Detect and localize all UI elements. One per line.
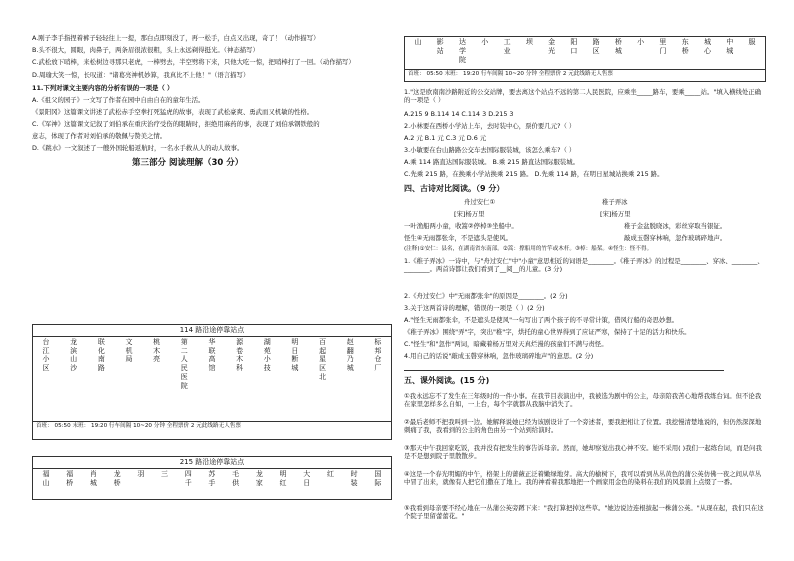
poem-1-author: [宋]杨万里 xyxy=(454,210,485,218)
option-b-line: B.头不很大，圆眼，肉鼻子，两条眉很浓很粗，头上永远剃得挺光。（神态描写） xyxy=(32,46,259,54)
route-114-stop-char: 联 xyxy=(97,337,105,346)
route-114-stop-char: 卷 xyxy=(236,346,244,355)
route-114-stop-char: 标 xyxy=(374,337,382,346)
route-top-stop-char: 光 xyxy=(548,46,556,55)
route-215-stop-char: 福 xyxy=(42,469,50,478)
answer-line xyxy=(404,370,724,371)
route-114-stop-char: 江 xyxy=(42,346,50,355)
route-215-stop-char: 家 xyxy=(255,478,263,487)
route-215-stop-char: 装 xyxy=(350,478,358,487)
question-3: 3.小敏要在台山路路公交车去国际服装城，该怎么乘车?（ ） xyxy=(404,146,576,154)
reading-para-1: ①我永远忘不了发生在三年级时的一件小事。在我节目表演出中，我被选为剧中的公主，母亲陪我苦心地帮我练台词。但不论我在家里怎样多么自如，一上台，每个字就都从我脑中消失了。 xyxy=(404,392,762,408)
route-215-stop-char: 苏 xyxy=(208,469,216,478)
route-215-stop-10 xyxy=(276,470,290,498)
route-top-stop-3 xyxy=(478,38,492,68)
route-114-stop-char: 联 xyxy=(208,346,216,355)
question-11: 11.下列对课文主要内容的分析有误的一项是（ ） xyxy=(32,84,174,92)
route-114-stop-char: 文 xyxy=(125,337,133,346)
route-215-stop-char: 山 xyxy=(42,478,50,487)
q11-option-c: C.《军神》这篇课文记叙了刘伯承在重庆治疗受伤的眼睛时，拒绝用麻药的事，表现了刘伯承钢铁般的 xyxy=(32,120,320,128)
route-top-stop-char: 服 xyxy=(748,38,756,46)
route-215-stop-4 xyxy=(134,470,148,498)
route-top-stop-char: 山 xyxy=(414,38,422,46)
route-114-stop-char: 科 xyxy=(236,364,244,372)
route-114-stop-char: 台 xyxy=(42,337,50,346)
route-114-stop-char: 馆 xyxy=(208,364,216,372)
route-114-stop-char: 小 xyxy=(263,355,271,364)
route-top-stop-char: 达 xyxy=(459,38,467,46)
route-114-stop-char: 滨 xyxy=(70,346,78,355)
route-114-stop-char: 龙 xyxy=(70,337,78,346)
q11-option-b: 《景阳冈》这篇课文讲述了武松赤手空拳打死猛虎的故事，表现了武松豪爽、勇武而又机敏的性格。 xyxy=(32,108,314,116)
section-3-heading: 第三部分 阅读理解（30 分） xyxy=(132,158,244,168)
route-top-stop-char: 里 xyxy=(659,38,667,46)
q11-option-a: A.《祖父的园子》一文写了作者在园中自由自在的童年生活。 xyxy=(32,96,205,104)
route-114-stop-5 xyxy=(177,338,191,420)
route-215-stop-0 xyxy=(39,470,53,498)
route-215-stop-char: 国 xyxy=(374,469,382,478)
route-114-stop-4 xyxy=(150,338,164,420)
poem-1-title: 舟过安仁① xyxy=(464,198,496,206)
route-114-stop-char: 赵 xyxy=(346,337,354,346)
route-top-stop-char: 坝 xyxy=(525,38,533,46)
route-114-stop-char: 源 xyxy=(236,337,244,346)
question-1: 1."这是欧南南沙路附近的公交站牌，要去离这个站点不远的第二人民医院，应乘坐_____路车，要乘_____站。"填入横线处正确的一项是（ ） xyxy=(404,88,762,104)
route-top-stop-char: 影 xyxy=(436,38,444,46)
route-215-stop-2 xyxy=(86,470,100,498)
route-114-stop-char: 局 xyxy=(125,355,133,364)
poem-2-title: 稚子弄冰 xyxy=(602,198,628,206)
route-top-stop-char: 工 xyxy=(503,38,511,46)
route-215-stop-12 xyxy=(323,470,337,498)
route-top-stop-7 xyxy=(567,38,581,68)
section-4-heading: 四、古诗对比阅读。（9 分） xyxy=(404,184,505,193)
poem-notes: (注释)①安仁：县名，在湖南省东南部。②篙：撑船用的竹竿或木杆。③棹：船桨。④怪生：怪不得。 xyxy=(404,246,653,252)
route-114-stop-char: 星 xyxy=(319,355,327,364)
question-2: 2.小林要在西桥小学站上车，去时装中心，票价要几元?（ ） xyxy=(404,122,576,130)
route-114-stop-char: 断 xyxy=(291,355,299,364)
route-215-stop-char: 羽 xyxy=(137,469,145,478)
route-top-stop-9 xyxy=(611,38,625,68)
question-1-options: A.215 9 B.114 14 C.114 3 D.215 3 xyxy=(404,110,514,118)
route-114-stop-3 xyxy=(122,338,136,420)
route-215-stops xyxy=(33,469,391,499)
route-114-stop-char: 区 xyxy=(319,364,327,372)
route-top-stop-char: 东 xyxy=(681,38,689,46)
route-114-footer: 首班： 05:50 末班： 19:20 行车间隔 10~20 分钟 全程票价 2 元此线路无人售票 xyxy=(33,421,391,431)
poem-2-line-2: 敲成玉磬穿林响，忽作玻璃碎地声。 xyxy=(624,234,727,242)
route-top-stop-12 xyxy=(678,38,692,68)
route-114-stop-char: 南 xyxy=(97,355,105,364)
poem-question-2: 2.《舟过安仁》中"无雨都张伞"的原因是________。(2 分) xyxy=(404,292,568,300)
route-215-stop-7 xyxy=(205,470,219,498)
reading-para-2: ②最后老师不把我叫到一边。她解释说她已经为该剧设计了一个旁述者，要我把相让了位置。我挖慢清楚地说的，但仍然深深地刺痛了我，我看到的公主的角色由另一个站到给演时。 xyxy=(404,418,762,434)
route-114-stop-char: 高 xyxy=(208,355,216,364)
route-114-stop-char: 邦 xyxy=(374,346,382,355)
route-215-stop-char: 福 xyxy=(66,469,74,478)
route-215-stop-char: 桥 xyxy=(113,478,121,487)
route-top-stop-char: 城 xyxy=(614,46,622,55)
route-114-stop-char: 小 xyxy=(42,355,50,364)
route-top-stop-char: 城 xyxy=(726,46,734,55)
route-top-stop-char: 小 xyxy=(637,38,645,46)
route-top-table xyxy=(404,36,766,82)
option-a-line: A.刚子李手指捏着裤子轻轻往上一提，那白点即刻没了，再一松手，白点又出现，奇了！（动作描写） xyxy=(32,34,320,42)
route-215-stop-5 xyxy=(158,470,172,498)
route-top-stop-char: 中 xyxy=(726,38,734,46)
route-top-stop-char: 桥 xyxy=(614,38,622,46)
route-114-stop-12 xyxy=(371,338,385,420)
route-top-stop-11 xyxy=(656,38,670,68)
route-215-stop-char: 龙 xyxy=(255,469,263,478)
route-114-title: 114 路沿途停靠站点 xyxy=(33,325,391,337)
route-114-stop-char: 山 xyxy=(70,355,78,364)
route-top-stop-char: 学 xyxy=(459,46,467,55)
route-114-stop-char: 百 xyxy=(319,337,327,346)
route-114-stop-char: 路 xyxy=(97,364,105,372)
option-d-line: D.周瑜大笑一惊，长叹道："诸葛亮神机妙算，我真比不上他！"（语言描写） xyxy=(32,71,250,79)
route-114-stop-char: 化 xyxy=(97,346,105,355)
route-215-stop-8 xyxy=(229,470,243,498)
route-114-stop-char: 机 xyxy=(125,346,133,355)
route-114-stop-8 xyxy=(260,338,274,420)
poem-question-3-option-c: C."怪生"和"忽作"两词，暗藏着杨万里对天真烂漫的孩童们不满与责怪。 xyxy=(404,340,608,348)
route-top-stop-char: 桥 xyxy=(681,46,689,55)
poem-2-line-1: 稚子金盆脱晓冰，彩丝穿取当银钲。 xyxy=(624,222,727,230)
route-215-stop-char: 龙 xyxy=(113,469,121,478)
route-114-stop-char: 起 xyxy=(319,346,327,355)
route-114-stop-char: 桃 xyxy=(153,337,161,346)
route-114-stop-char: 技 xyxy=(263,364,271,372)
route-114-stop-char: 乃 xyxy=(346,355,354,364)
route-114-stop-10 xyxy=(316,338,330,420)
route-215-stop-char: 城 xyxy=(89,478,97,487)
poem-question-3-option-a: A."怪生无雨都张伞，不是遮头是使风"一句写出了两个孩子的不寻常计策，借风行船的奇思妙想。 xyxy=(404,316,679,324)
route-top-stop-6 xyxy=(545,38,559,68)
route-top-footer: 首班： 05:50 末班： 19:20 行车间隔 10~20 分钟 全程票价 2 元此线路无人售票 xyxy=(405,69,765,79)
route-114-stop-char: 亮 xyxy=(153,355,161,364)
route-top-stop-char: 院 xyxy=(459,55,467,64)
route-215-title: 215 路沿途停靠站点 xyxy=(33,457,391,469)
poem-question-1: 1.《稚子弄冰》一诗中，与"舟过安仁"中"小童"意思相近的词语是________。《稚子弄冰》的过程是________、穿冰、________、________。两首诗都让我们看到了__阅__的儿童。(3 分) xyxy=(404,257,764,273)
route-top-stop-8 xyxy=(589,38,603,68)
route-215-stop-char: 毛 xyxy=(232,469,240,478)
poem-question-4: 4.用自己的话说"敲成玉磬穿林响，忽作玻璃碎地声"的意思。(2 分) xyxy=(404,352,594,360)
route-215-stop-char: 明 xyxy=(279,469,287,478)
route-top-stop-char: 区 xyxy=(592,46,600,55)
route-114-stop-char: 湖 xyxy=(263,337,271,346)
left-column xyxy=(32,0,392,561)
q11-option-c-cont: 意志，体现了作者对刘伯承的敬佩与赞美之情。 xyxy=(32,132,167,140)
poem-1-line-2: 怪生④无雨都张伞，不是遮头是使风。 xyxy=(404,234,512,242)
route-114-stop-char: 苑 xyxy=(263,346,271,355)
route-top-stop-char: 业 xyxy=(503,46,511,55)
route-114-stop-char: 仓 xyxy=(374,355,382,364)
route-114-stop-char: 翻 xyxy=(346,346,354,355)
route-top-stop-char: 站 xyxy=(436,46,444,55)
reading-para-3: ③那天中午我回家吃饭，我并没有把发生的事告诉母亲。然而，她却察觉出我心神不安。她不采用( )我们一起练台词，而是问我是不是想到院子里散散步。 xyxy=(404,444,762,460)
route-114-stop-9 xyxy=(288,338,302,420)
route-114-stop-char: 木 xyxy=(236,355,244,364)
route-top-stop-1 xyxy=(433,38,447,68)
reading-para-5: ⑤我看到母亲要不经心地在一丛蒲公英旁蹲下来："我打算把掉这些草。"她边说边连根拔起一株蒲公英。"从现在起，我们只在这个院子里留蕾蕾花。" xyxy=(404,504,764,520)
route-215-stop-char: 日 xyxy=(303,478,311,487)
route-top-stop-15 xyxy=(745,38,759,68)
route-top-stop-char: 心 xyxy=(703,46,711,55)
route-215-stop-char: 四 xyxy=(184,469,192,478)
right-column xyxy=(404,0,766,561)
route-215-stop-char: 时 xyxy=(350,469,358,478)
reading-para-4: ④这是一个春光明媚的中午，格架上的薔薇正泛着嫩绿地芽。高大的榆树下，我可以看到丛丛黄色的蒲公英仿佛一夜之间从草丛中冒了出来，就像有人把它们撒在了地上。我的神看着我那地把一个画家用金色的染料在我们的风景面上点缀了一番。 xyxy=(404,470,762,486)
route-top-stop-char: 城 xyxy=(703,38,711,46)
route-114-stop-char: 城 xyxy=(346,364,354,372)
route-215-stop-char: 三 xyxy=(161,469,169,478)
route-114-stop-2 xyxy=(94,338,108,420)
route-top-stop-14 xyxy=(723,38,737,68)
route-114-stop-char: 第 xyxy=(180,337,188,346)
route-114-stop-char: 城 xyxy=(291,364,299,372)
route-215-stop-9 xyxy=(252,470,266,498)
route-114-stop-char: 华 xyxy=(208,337,216,346)
route-top-stop-char: 阳 xyxy=(570,38,578,46)
route-215-stop-char: 际 xyxy=(374,478,382,487)
question-2-options: A.2 元 B.1 元 C.3 元 D.6 元 xyxy=(404,134,487,142)
route-215-stop-char: 红 xyxy=(326,469,334,478)
route-114-stop-char: 医 xyxy=(180,372,188,381)
question-3-option-ab: A.乘 114 路直达国际服装城。 B.乘 215 路直达国际服装城。 xyxy=(404,158,580,166)
route-114-stop-char: 日 xyxy=(291,346,299,355)
route-114-stop-char: 木 xyxy=(153,346,161,355)
route-114-stop-11 xyxy=(343,338,357,420)
route-114-stop-char: 明 xyxy=(291,337,299,346)
route-215-stop-char: 大 xyxy=(303,469,311,478)
route-top-stop-4 xyxy=(500,38,514,68)
route-215-stop-11 xyxy=(300,470,314,498)
q11-option-d: D.《跳水》一文叙述了一艘外国轮船返航时，一名水手救从人的动人故事。 xyxy=(32,144,244,152)
route-114-stop-char: 沙 xyxy=(70,364,78,372)
route-215-stop-3 xyxy=(110,470,124,498)
route-top-stop-10 xyxy=(634,38,648,68)
route-114-stop-char: 人 xyxy=(180,355,188,364)
route-114-stops xyxy=(33,337,391,421)
route-114-stop-0 xyxy=(39,338,53,420)
poem-question-3: 3.关于这两首诗的理解，错误的一项是（ ）(2 分) xyxy=(404,304,545,312)
route-215-stop-char: 桥 xyxy=(66,478,74,487)
route-top-stop-char: 金 xyxy=(548,38,556,46)
route-114-table xyxy=(32,324,392,440)
route-215-table xyxy=(32,456,392,500)
route-114-stop-char: 北 xyxy=(319,372,327,381)
route-top-stop-char: 路 xyxy=(592,38,600,46)
route-114-stop-char: 区 xyxy=(42,364,50,372)
route-114-stop-1 xyxy=(67,338,81,420)
route-top-stop-char: 门 xyxy=(659,46,667,55)
route-215-stop-13 xyxy=(347,470,361,498)
route-114-stop-char: 厂 xyxy=(374,364,382,372)
route-215-stop-1 xyxy=(63,470,77,498)
route-215-stop-14 xyxy=(371,470,385,498)
route-215-stop-char: 红 xyxy=(279,478,287,487)
route-114-stop-char: 二 xyxy=(180,346,188,355)
route-top-stop-char: 小 xyxy=(481,38,489,46)
route-114-stop-char: 院 xyxy=(180,381,188,390)
route-215-stop-char: 手 xyxy=(208,478,216,487)
route-215-stop-char: 肖 xyxy=(89,469,97,478)
option-c-line: C.武松放下哨棒，来松树边寻那只老虎，一棒劈去，半空劈将下来，只他大吃一惊，把哨棒打了一回。（动作描写） xyxy=(32,58,355,66)
route-top-stop-2 xyxy=(456,38,470,68)
route-114-stop-char: 民 xyxy=(180,364,188,372)
route-top-stops xyxy=(405,37,765,69)
route-114-stop-7 xyxy=(233,338,247,420)
poem-2-author: [宋]杨万里 xyxy=(600,210,631,218)
route-top-stop-char: 口 xyxy=(570,46,578,55)
route-215-stop-6 xyxy=(181,470,195,498)
poem-1-line-1: 一叶渔船两小童，收篙②停棹③坐船中。 xyxy=(404,222,518,230)
route-top-stop-0 xyxy=(411,38,425,68)
route-215-stop-char: 千 xyxy=(184,478,192,487)
route-top-stop-13 xyxy=(700,38,714,68)
question-3-option-cd: C.先乘 215 路，在换乘小学站换乘 215 路。 D.先乘 114 路，在明日星城站换乘 215 路。 xyxy=(404,170,664,178)
route-215-stop-char: 供 xyxy=(232,478,240,487)
poem-question-3-option-b: 《稚子弄冰》围绕"弄"字，突出"稚"字，烘托的童心世界得到了应证严寒，保持了十足的活力和快乐。 xyxy=(404,328,691,336)
route-top-stop-5 xyxy=(522,38,536,68)
section-5-heading: 五、课外阅读。(15 分) xyxy=(404,376,490,385)
route-114-stop-6 xyxy=(205,338,219,420)
